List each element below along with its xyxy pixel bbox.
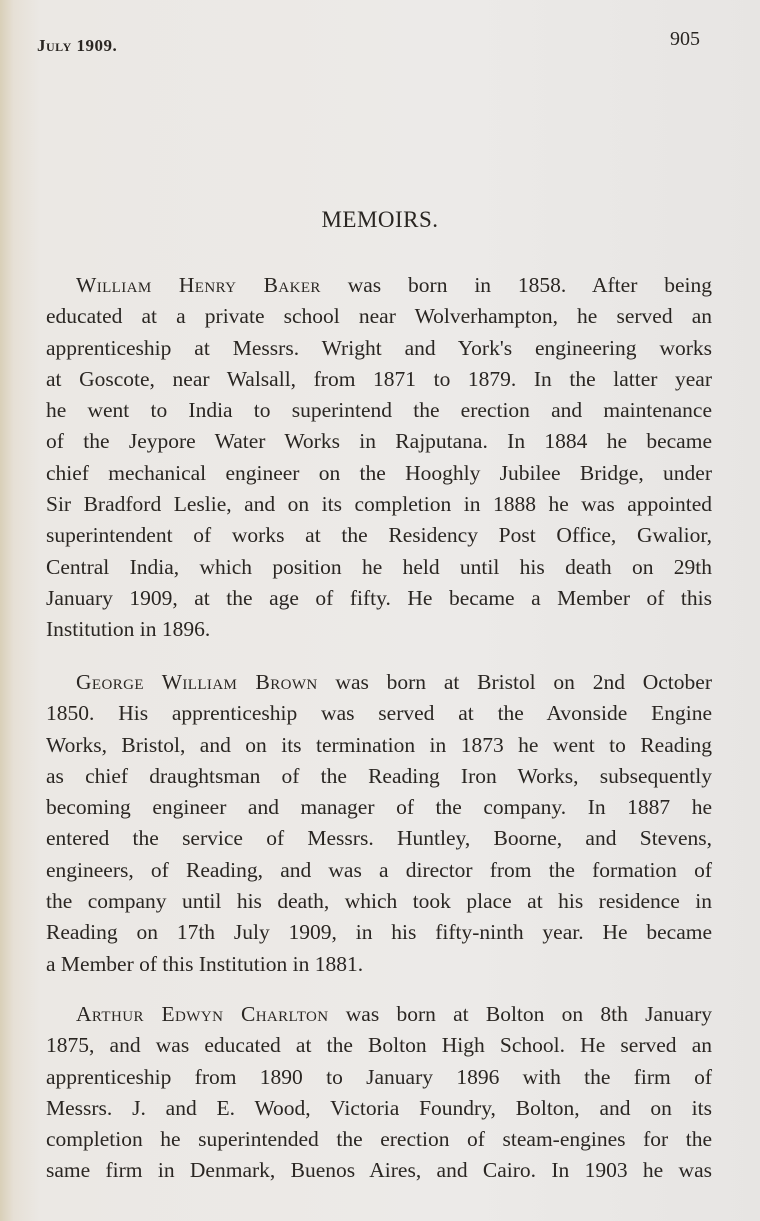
text-line: 1850. His apprenticeship was served at the Avonside Engine <box>46 701 712 726</box>
text-line: January 1909, at the age of fifty. He became a Member of this <box>46 585 712 610</box>
text-line: completion he superintended the erection of steam-engines for the <box>46 1127 712 1152</box>
text-line: Messrs. J. and E. Wood, Victoria Foundry, Bolton, and on its <box>46 1095 712 1120</box>
text-line: becoming engineer and manager of the company. In 1887 he <box>46 795 712 820</box>
text-span: was born in 1858. After being <box>320 273 712 297</box>
text-line: same firm in Denmark, Buenos Aires, and Cairo. In 1903 he was <box>46 1158 712 1183</box>
text-line: the company until his death, which took place at his residence in <box>46 889 712 914</box>
memoir-baker <box>46 270 712 646</box>
text-line: superintendent of works at the Residency Post Office, Gwalior, <box>46 523 712 548</box>
text-line: Works, Bristol, and on its termination in 1873 he went to Reading <box>46 732 712 757</box>
text-line: at Goscote, near Walsall, from 1871 to 1879. In the latter year <box>46 366 712 391</box>
text-line: as chief draughtsman of the Reading Iron Works, subsequently <box>46 763 712 788</box>
running-header-date: July 1909. <box>37 36 118 55</box>
text-line: Central India, which position he held until his death on 29th <box>46 554 712 579</box>
text-line: a Member of this Institution in 1881. <box>46 951 364 976</box>
text-span: was born at Bristol on 2nd October <box>317 670 712 694</box>
text-line: Reading on 17th July 1909, in his fifty-ninth year. He became <box>46 920 712 945</box>
memoir-name: William Henry Baker <box>76 273 321 297</box>
text-line: of the Jeypore Water Works in Rajputana. In 1884 he became <box>46 429 712 454</box>
page-number: 905 <box>670 28 700 50</box>
text-line <box>46 667 712 698</box>
memoir-charlton <box>46 999 712 1187</box>
memoir-name: Arthur Edwyn Charlton <box>76 1002 329 1026</box>
text-line: apprenticeship from 1890 to January 1896 with the firm of <box>46 1064 712 1089</box>
text-line: chief mechanical engineer on the Hooghly Jubilee Bridge, under <box>46 460 712 485</box>
text-span: was born at Bolton on 8th January <box>328 1002 712 1026</box>
text-line: entered the service of Messrs. Huntley, Boorne, and Stevens, <box>46 826 712 851</box>
text-line <box>46 270 712 301</box>
text-line: he went to India to superintend the erection and maintenance <box>46 398 712 423</box>
text-line: Institution in 1896. <box>46 617 211 642</box>
memoir-name: George William Brown <box>76 670 318 694</box>
text-line: apprenticeship at Messrs. Wright and York's engineering works <box>46 335 712 360</box>
text-line <box>46 999 712 1030</box>
text-line: educated at a private school near Wolverhampton, he served an <box>46 304 712 329</box>
text-line: Sir Bradford Leslie, and on its completion in 1888 he was appointed <box>46 492 712 517</box>
section-title: MEMOIRS. <box>321 207 439 232</box>
text-line: engineers, of Reading, and was a director from the formation of <box>46 857 712 882</box>
memoir-brown <box>46 667 712 980</box>
text-line: 1875, and was educated at the Bolton High School. He served an <box>46 1033 712 1058</box>
